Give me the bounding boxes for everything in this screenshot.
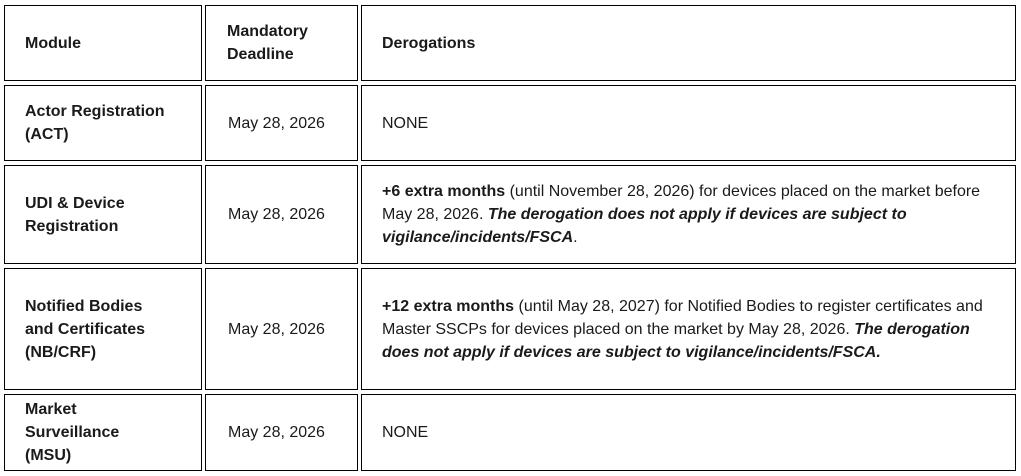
header-derogations xyxy=(361,5,1016,81)
derogation-text: (until November 28, 2026) for devices placed on the market before May 28, 2026. xyxy=(382,183,981,223)
table-row-1-deadline xyxy=(205,85,358,161)
module-label: Actor Registration (ACT) xyxy=(25,103,165,143)
header-module-label: Module xyxy=(25,34,81,52)
table-row-4-module xyxy=(4,394,202,471)
table-row-1-derogation xyxy=(361,85,1016,161)
module-label: Market Surveillance (MSU) xyxy=(25,401,120,464)
derogation-text: NONE xyxy=(382,424,429,441)
table-row-3-deadline xyxy=(205,268,358,390)
table-row-1-module xyxy=(4,85,202,161)
derogation-exception: The derogation does not apply if devices are subject to vigilance/incidents/FSCA. xyxy=(382,320,970,361)
derogation-extension: +6 extra months xyxy=(382,183,506,200)
derogation-exception: The derogation does not apply if devices are subject to vigilance/incidents/FSCA xyxy=(382,206,907,246)
table-row-4-derogation xyxy=(361,394,1016,471)
header-deadline-label: Mandatory Deadline xyxy=(227,23,308,63)
derogation-paragraph xyxy=(382,180,1005,249)
header-derogations-label: Derogations xyxy=(382,34,476,52)
deadline-value: May 28, 2026 xyxy=(228,206,325,223)
module-label: Notified Bodies and Certificates (NB/CRF) xyxy=(25,297,146,361)
derogation-text: (until May 28, 2027) for Notified Bodies to register certificates and Master SSCPs for devices placed on the market by May 28, 2026. xyxy=(382,297,983,338)
table-row-3-derogation xyxy=(361,268,1016,390)
derogation-tail: . xyxy=(573,229,578,246)
derogation-extension: +12 extra months xyxy=(382,297,515,315)
table-row-2-deadline xyxy=(205,165,358,264)
header-deadline xyxy=(205,5,358,81)
table-row-4-deadline xyxy=(205,394,358,471)
derogation-paragraph xyxy=(382,295,1005,364)
deadline-value: May 28, 2026 xyxy=(228,320,325,338)
table-row-2-module xyxy=(4,165,202,264)
table-row-3-module xyxy=(4,268,202,390)
header-module xyxy=(4,5,202,81)
deadline-value: May 28, 2026 xyxy=(228,114,325,132)
table-row-2-derogation xyxy=(361,165,1016,264)
derogation-text: NONE xyxy=(382,114,429,132)
deadline-value: May 28, 2026 xyxy=(228,424,325,441)
module-label: UDI & Device Registration xyxy=(25,194,125,235)
